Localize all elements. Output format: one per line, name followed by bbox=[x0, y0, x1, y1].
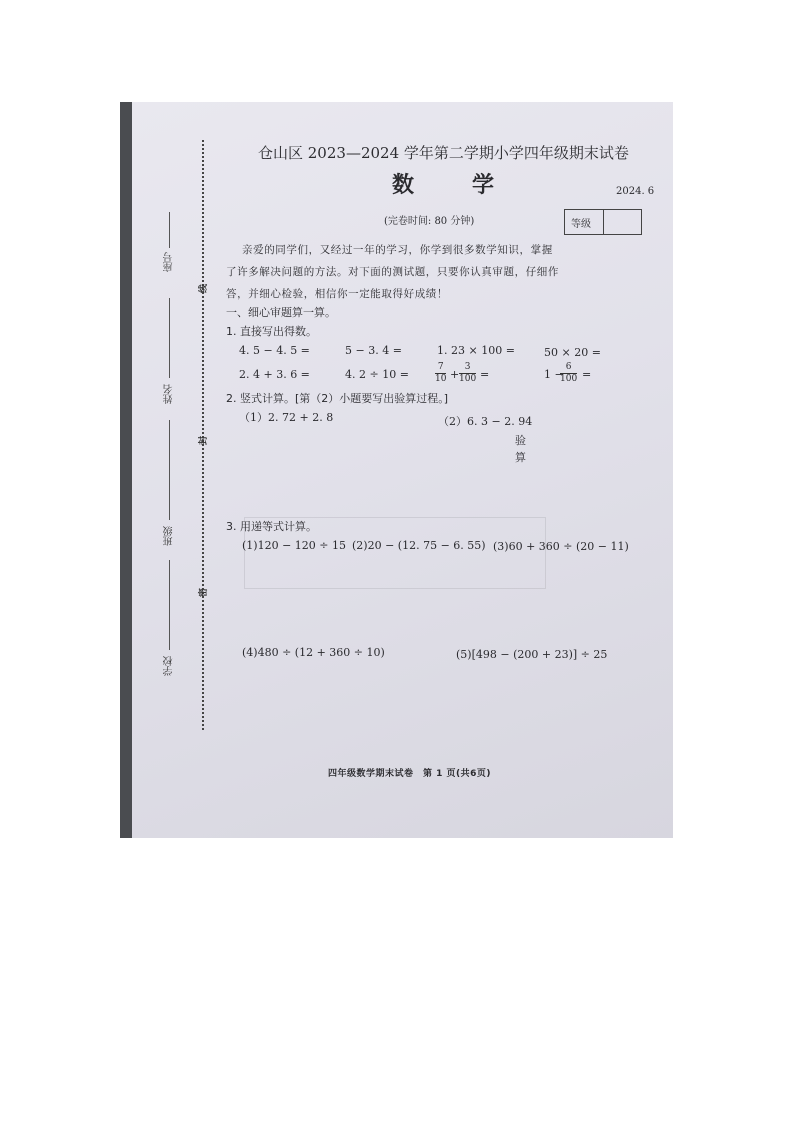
binding-label-school: 学校 bbox=[164, 656, 175, 676]
blank-line bbox=[169, 560, 170, 650]
problem: 2. 4 + 3. 6 = bbox=[239, 368, 310, 381]
problem: 1. 23 × 100 = bbox=[437, 344, 515, 357]
problem: 4. 2 ÷ 10 = bbox=[345, 368, 409, 381]
binding-label-name: 姓名 bbox=[164, 384, 175, 404]
scanned-photo bbox=[120, 102, 673, 838]
fraction: $\frac{6}{100}$ bbox=[560, 362, 578, 384]
problem: 5 − 3. 4 = bbox=[345, 344, 402, 357]
grade-label: 等级 bbox=[571, 219, 591, 230]
exam-title: 仓山区 2023—2024 学年第二学期小学四年级期末试卷 bbox=[258, 144, 629, 162]
problem: (3)60 + 360 ÷ (20 − 11) bbox=[493, 540, 629, 553]
problem: 50 × 20 = bbox=[544, 346, 601, 359]
question-2-label: 2. 竖式计算。[第（2）小题要写出验算过程。] bbox=[226, 392, 449, 405]
blank-line bbox=[169, 298, 170, 378]
grade-box bbox=[564, 209, 642, 235]
equals: = bbox=[480, 368, 490, 381]
intro-line: 答，并细心检验，相信你一定能取得好成绩！ bbox=[226, 288, 448, 300]
blank-line bbox=[169, 212, 170, 248]
intro-line: 亲爱的同学们，又经过一年的学习，你学到很多数学知识，掌握 bbox=[242, 244, 553, 256]
fraction: $\frac{3}{100}$ bbox=[459, 362, 477, 384]
section-heading: 一、细心审题算一算。 bbox=[226, 306, 336, 319]
seal-char: 线 bbox=[199, 283, 210, 294]
check-label: 验 bbox=[515, 434, 526, 447]
grade-box-divider bbox=[603, 210, 604, 234]
seal-char: 封 bbox=[199, 435, 210, 446]
operator: + bbox=[450, 368, 460, 381]
exam-date: 2024. 6 bbox=[616, 186, 655, 197]
question-1-label: 1. 直接写出得数。 bbox=[226, 325, 317, 338]
equals: = bbox=[582, 368, 592, 381]
operator: 1 − bbox=[544, 368, 564, 381]
problem: (5)[498 − (200 + 23)] ÷ 25 bbox=[456, 648, 608, 661]
question-3-label: 3. 用递等式计算。 bbox=[226, 520, 317, 533]
seal-char: 密 bbox=[199, 587, 210, 598]
problem: (4)480 ÷ (12 + 360 ÷ 10) bbox=[242, 646, 385, 659]
exam-paper bbox=[132, 102, 673, 838]
problem: (2)20 − (12. 75 − 6. 55) bbox=[352, 539, 486, 552]
binding-label-seat: 座号 bbox=[164, 252, 175, 272]
fraction: $\frac{7}{10}$ bbox=[435, 362, 447, 384]
page-footer: 四年级数学期末试卷 第 1 页(共6页) bbox=[328, 769, 492, 779]
exam-duration: (完卷时间: 80 分钟) bbox=[384, 216, 475, 227]
check-label: 算 bbox=[515, 451, 526, 464]
subject-title: 数 学 bbox=[392, 172, 513, 198]
problem: （2）6. 3 − 2. 94 bbox=[438, 415, 533, 428]
problem: (1)120 − 120 ÷ 15 bbox=[242, 539, 346, 552]
binding-label-class: 班级 bbox=[164, 526, 175, 546]
intro-line: 了许多解决问题的方法。对下面的测试题，只要你认真审题，仔细作 bbox=[226, 266, 559, 278]
problem: 4. 5 − 4. 5 = bbox=[239, 344, 310, 357]
blank-line bbox=[169, 420, 170, 520]
problem: （1）2. 72 + 2. 8 bbox=[239, 411, 334, 424]
